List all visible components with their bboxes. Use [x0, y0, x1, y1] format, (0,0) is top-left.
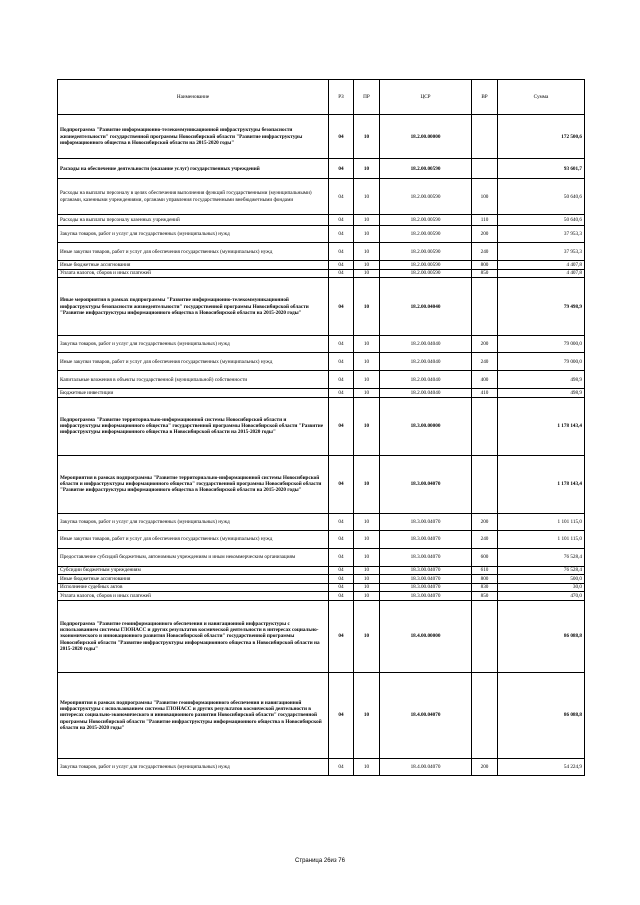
cell-vr: 200 [472, 226, 498, 243]
column-header-csr: ЦСР [380, 80, 472, 115]
cell-pr: 10 [354, 389, 380, 398]
cell-rz: 04 [329, 336, 354, 353]
cell-pr: 10 [354, 455, 380, 513]
cell-name: Иные закупки товаров, работ и услуг для обеспечения государственных (муниципальных) нужд [58, 353, 329, 371]
cell-vr: 240 [472, 530, 498, 548]
cell-name: Субсидии бюджетным учреждениям [58, 566, 329, 575]
cell-vr: 850 [472, 592, 498, 601]
table-header-row [58, 80, 585, 115]
table-row [58, 758, 585, 775]
cell-csr: 18.2.00.00590 [380, 243, 472, 261]
cell-sum: 1 178 143,4 [498, 455, 585, 513]
table-row [58, 336, 585, 353]
table-row [58, 566, 585, 575]
cell-csr: 18.3.00.04070 [380, 575, 472, 584]
table-row [58, 243, 585, 261]
cell-sum: 86 088,8 [498, 600, 585, 672]
cell-csr: 18.3.00.04070 [380, 592, 472, 601]
cell-pr: 10 [354, 371, 380, 389]
cell-sum: 470,0 [498, 592, 585, 601]
cell-vr: 610 [472, 566, 498, 575]
table-row [58, 575, 585, 584]
column-header-sum: Сумма [498, 80, 585, 115]
cell-sum: 30,0 [498, 583, 585, 592]
cell-name: Капитальные вложения в объекты государственной (муниципальной) собственности [58, 371, 329, 389]
cell-rz: 04 [329, 575, 354, 584]
table-row [58, 592, 585, 601]
cell-name: Подпрограмма "Развитие территориально-информационной системы Новосибирской области и инфраструктуры информационного общества" государственной программы Новосибирской области "Развитие инфраструктуры информационного общества в Новосибирской области на 2015-2020 годы" [58, 397, 329, 455]
table-row [58, 371, 585, 389]
cell-name: Закупка товаров, работ и услуг для государственных (муниципальных) нужд [58, 336, 329, 353]
cell-vr: 830 [472, 583, 498, 592]
cell-sum: 93 601,7 [498, 159, 585, 179]
cell-name: Закупка товаров, работ и услуг для государственных (муниципальных) нужд [58, 513, 329, 530]
cell-sum: 76 528,4 [498, 548, 585, 566]
cell-rz: 04 [329, 353, 354, 371]
cell-vr [472, 115, 498, 159]
cell-sum: 498,9 [498, 389, 585, 398]
cell-name: Иные бюджетные ассигнования [58, 261, 329, 270]
cell-rz: 04 [329, 592, 354, 601]
cell-rz: 04 [329, 672, 354, 758]
cell-sum: 500,0 [498, 575, 585, 584]
cell-pr: 10 [354, 600, 380, 672]
cell-rz: 04 [329, 278, 354, 336]
table-row [58, 530, 585, 548]
cell-sum: 37 953,3 [498, 226, 585, 243]
cell-rz: 04 [329, 600, 354, 672]
cell-rz: 04 [329, 397, 354, 455]
cell-vr: 240 [472, 243, 498, 261]
cell-rz: 04 [329, 455, 354, 513]
cell-vr: 850 [472, 269, 498, 278]
cell-name: Иные мероприятия в рамках подпрограммы "Развитие информационно-телекоммуникационной инфраструктуры безопасности жизнедеятельности" государственной программы Новосибирской области "Развитие инфраструктуры информационного общества в Новосибирской области на 2015-2020 годы" [58, 278, 329, 336]
cell-pr: 10 [354, 583, 380, 592]
cell-rz: 04 [329, 261, 354, 270]
cell-pr: 10 [354, 575, 380, 584]
cell-name: Закупка товаров, работ и услуг для государственных (муниципальных) нужд [58, 758, 329, 775]
cell-sum: 50 640,6 [498, 179, 585, 215]
page-number: Страница 26из 76 [295, 858, 345, 864]
table-row [58, 226, 585, 243]
cell-name: Расходы на выплаты персоналу в целях обеспечения выполнения функций государственными (муниципальными) органами, казенными учреждениями, органами управления государственными внебюджетными фондами [58, 179, 329, 215]
cell-rz: 04 [329, 513, 354, 530]
cell-csr: 18.3.00.04070 [380, 548, 472, 566]
cell-name: Уплата налогов, сборов и иных платежей [58, 269, 329, 278]
column-header-pr: ПР [354, 80, 380, 115]
cell-csr: 18.2.00.04040 [380, 353, 472, 371]
cell-sum: 172 500,6 [498, 115, 585, 159]
cell-rz: 04 [329, 530, 354, 548]
cell-rz: 04 [329, 115, 354, 159]
cell-sum: 37 953,3 [498, 243, 585, 261]
table-row [58, 278, 585, 336]
cell-pr: 10 [354, 269, 380, 278]
table-row [58, 179, 585, 215]
cell-pr: 10 [354, 353, 380, 371]
cell-csr: 18.3.00.04070 [380, 566, 472, 575]
column-header-name: Наименование [58, 80, 329, 115]
cell-pr: 10 [354, 548, 380, 566]
cell-pr: 10 [354, 513, 380, 530]
table-row [58, 455, 585, 513]
cell-rz: 04 [329, 583, 354, 592]
cell-vr: 800 [472, 575, 498, 584]
cell-csr: 18.3.00.04070 [380, 513, 472, 530]
cell-sum: 4 407,8 [498, 269, 585, 278]
table-row [58, 215, 585, 226]
cell-name: Бюджетные инвестиции [58, 389, 329, 398]
cell-csr: 18.4.00.04070 [380, 758, 472, 775]
table-row [58, 672, 585, 758]
cell-csr: 18.2.00.00590 [380, 179, 472, 215]
table-body [58, 115, 585, 776]
cell-sum: 50 640,6 [498, 215, 585, 226]
cell-csr: 18.3.00.04070 [380, 530, 472, 548]
cell-csr: 18.2.00.04040 [380, 371, 472, 389]
cell-name: Закупка товаров, работ и услуг для государственных (муниципальных) нужд [58, 226, 329, 243]
cell-sum: 76 528,4 [498, 566, 585, 575]
cell-sum: 1 101 115,0 [498, 530, 585, 548]
table-row [58, 600, 585, 672]
cell-csr: 18.2.00.04040 [380, 336, 472, 353]
cell-name: Расходы на выплаты персоналу казенных учреждений [58, 215, 329, 226]
cell-csr: 18.3.00.00000 [380, 397, 472, 455]
cell-vr [472, 397, 498, 455]
table-row [58, 261, 585, 270]
cell-name: Иные закупки товаров, работ и услуг для обеспечения государственных (муниципальных) нужд [58, 243, 329, 261]
cell-sum: 79 498,9 [498, 278, 585, 336]
cell-vr: 100 [472, 179, 498, 215]
cell-vr: 240 [472, 353, 498, 371]
cell-csr: 18.3.00.04070 [380, 583, 472, 592]
cell-sum: 79 000,0 [498, 353, 585, 371]
cell-pr: 10 [354, 336, 380, 353]
cell-pr: 10 [354, 530, 380, 548]
cell-csr: 18.2.00.04040 [380, 278, 472, 336]
table-row [58, 513, 585, 530]
cell-name: Иные закупки товаров, работ и услуг для обеспечения государственных (муниципальных) нужд [58, 530, 329, 548]
cell-sum: 54 224,9 [498, 758, 585, 775]
table-row [58, 397, 585, 455]
table-row [58, 389, 585, 398]
cell-rz: 04 [329, 215, 354, 226]
cell-name: Подпрограмма "Развитие геоинформационного обеспечения и навигационной инфраструктуры с использованием системы ГЛОНАСС и других результатов космической деятельности в интересах социально-экономического и инновационного развития Новосибирской области" государственной программы Новосибирской области "Развитие инфраструктуры информационного общества в Новосибирской области на 2015-2020 годы" [58, 600, 329, 672]
cell-vr: 200 [472, 513, 498, 530]
cell-csr: 18.2.00.04040 [380, 389, 472, 398]
cell-sum: 4 407,8 [498, 261, 585, 270]
cell-vr: 110 [472, 215, 498, 226]
table-row [58, 159, 585, 179]
cell-pr: 10 [354, 215, 380, 226]
table-row [58, 353, 585, 371]
cell-pr: 10 [354, 566, 380, 575]
cell-vr: 400 [472, 371, 498, 389]
cell-vr: 410 [472, 389, 498, 398]
cell-csr: 18.2.00.00590 [380, 215, 472, 226]
table-row [58, 115, 585, 159]
cell-csr: 18.2.00.00590 [380, 226, 472, 243]
cell-pr: 10 [354, 592, 380, 601]
cell-csr: 18.4.00.00000 [380, 600, 472, 672]
cell-rz: 04 [329, 243, 354, 261]
cell-pr: 10 [354, 226, 380, 243]
cell-sum: 79 000,0 [498, 336, 585, 353]
cell-rz: 04 [329, 566, 354, 575]
cell-rz: 04 [329, 159, 354, 179]
cell-csr: 18.4.00.04070 [380, 672, 472, 758]
cell-pr: 10 [354, 397, 380, 455]
cell-name: Исполнение судебных актов [58, 583, 329, 592]
cell-sum: 1 101 115,0 [498, 513, 585, 530]
cell-pr: 10 [354, 115, 380, 159]
table-row [58, 269, 585, 278]
cell-name: Уплата налогов, сборов и иных платежей [58, 592, 329, 601]
cell-vr: 200 [472, 758, 498, 775]
cell-name: Подпрограмма "Развитие информационно-телекоммуникационной инфраструктуры безопасности жизнедеятельности" государственной программы Новосибирской области "Развитие инфраструктуры информационного общества в Новосибирской области на 2015-2020 годы" [58, 115, 329, 159]
cell-csr: 18.2.00.00000 [380, 115, 472, 159]
cell-vr [472, 600, 498, 672]
cell-rz: 04 [329, 548, 354, 566]
cell-name: Иные бюджетные ассигнования [58, 575, 329, 584]
cell-pr: 10 [354, 159, 380, 179]
cell-sum: 498,9 [498, 371, 585, 389]
cell-name: Мероприятия в рамках подпрограммы "Развитие геоинформационного обеспечения и навигационной инфраструктуры с использованием системы ГЛОНАСС и других результатов космической деятельности в интересах социально-экономического и инновационного развития Новосибирской области" государственной программы Новосибирской области "Развитие инфраструктуры информационного общества в Новосибирской области на 2015-2020 годы" [58, 672, 329, 758]
cell-csr: 18.2.00.00590 [380, 269, 472, 278]
cell-rz: 04 [329, 371, 354, 389]
cell-rz: 04 [329, 179, 354, 215]
cell-pr: 10 [354, 179, 380, 215]
column-header-rz: РЗ [329, 80, 354, 115]
cell-vr: 600 [472, 548, 498, 566]
cell-name: Мероприятия в рамках подпрограммы "Развитие территориально-информационной системы Новосибирской области и инфраструктуры информационного общества" государственной программы Новосибирской области "Развитие инфраструктуры информационного общества в Новосибирской области на 2015-2020 годы" [58, 455, 329, 513]
cell-sum: 1 178 143,4 [498, 397, 585, 455]
cell-rz: 04 [329, 389, 354, 398]
cell-vr [472, 672, 498, 758]
cell-name: Расходы на обеспечение деятельности (оказание услуг) государственных учреждений [58, 159, 329, 179]
column-header-vr: ВР [472, 80, 498, 115]
cell-pr: 10 [354, 243, 380, 261]
budget-table [57, 79, 585, 776]
cell-rz: 04 [329, 758, 354, 775]
cell-vr [472, 278, 498, 336]
cell-pr: 10 [354, 261, 380, 270]
cell-vr: 800 [472, 261, 498, 270]
cell-rz: 04 [329, 226, 354, 243]
cell-pr: 10 [354, 758, 380, 775]
table-row [58, 548, 585, 566]
cell-rz: 04 [329, 269, 354, 278]
cell-pr: 10 [354, 672, 380, 758]
table-row [58, 583, 585, 592]
cell-vr: 200 [472, 336, 498, 353]
cell-csr: 18.2.00.00590 [380, 261, 472, 270]
cell-sum: 86 088,8 [498, 672, 585, 758]
cell-vr [472, 455, 498, 513]
cell-pr: 10 [354, 278, 380, 336]
cell-name: Предоставление субсидий бюджетным, автономным учреждениям и иным некоммерческим организациям [58, 548, 329, 566]
cell-csr: 18.2.00.00590 [380, 159, 472, 179]
cell-csr: 18.3.00.04070 [380, 455, 472, 513]
cell-vr [472, 159, 498, 179]
